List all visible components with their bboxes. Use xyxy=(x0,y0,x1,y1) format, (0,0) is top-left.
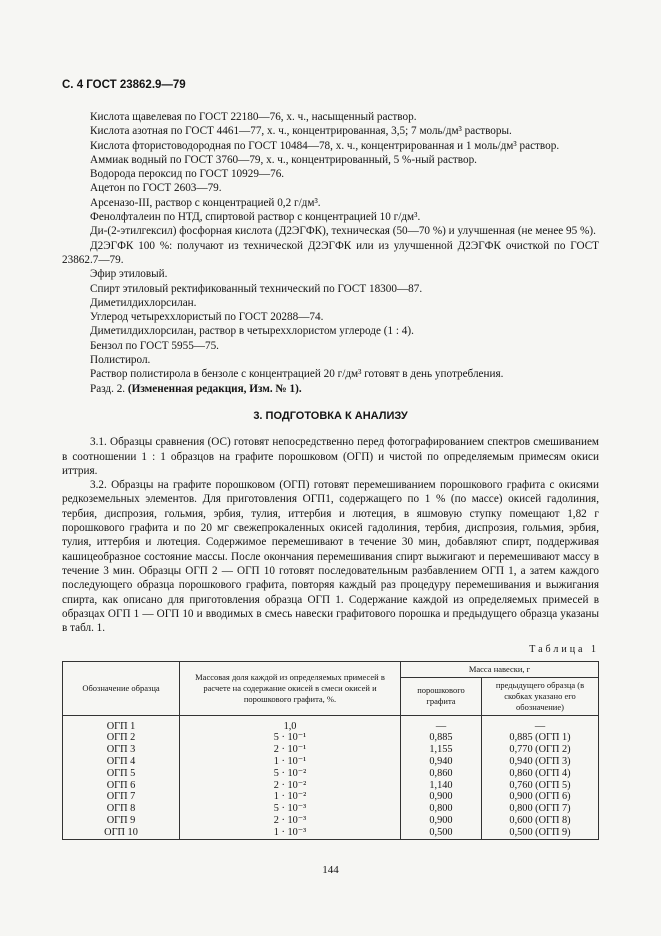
previous-mass-cell: 0,770 (ОГП 2) xyxy=(482,744,599,756)
previous-mass-cell: 0,800 (ОГП 7) xyxy=(482,803,599,815)
fraction-cell: 2 · 10⁻² xyxy=(180,780,401,792)
table-row xyxy=(63,815,599,827)
reagent-line xyxy=(62,224,599,238)
reagent-text: Кислота азотная по ГОСТ 4461—77, х. ч., концентрированная, 3,5; 7 моль/дм³ растворы. xyxy=(90,125,512,138)
col-header-graphite: порошкового графита xyxy=(401,677,482,715)
previous-mass-cell: 0,860 (ОГП 4) xyxy=(482,768,599,780)
fraction-cell: 5 · 10⁻¹ xyxy=(180,732,401,744)
table-row xyxy=(63,791,599,803)
graphite-mass-cell: 0,900 xyxy=(401,815,482,827)
sample-cell: ОГП 1 xyxy=(63,715,180,732)
reagent-line xyxy=(62,239,599,268)
reagent-line xyxy=(62,296,599,310)
fraction-cell: 5 · 10⁻³ xyxy=(180,803,401,815)
graphite-mass-cell: 0,800 xyxy=(401,803,482,815)
table-body xyxy=(63,715,599,839)
table-row xyxy=(63,827,599,839)
reagent-text: Аммиак водный по ГОСТ 3760—79, х. ч., концентрированный, 5 %-ный раствор. xyxy=(90,153,477,166)
previous-mass-cell: 0,760 (ОГП 5) xyxy=(482,780,599,792)
sample-cell: ОГП 10 xyxy=(63,827,180,839)
sample-cell: ОГП 8 xyxy=(63,803,180,815)
previous-mass-cell: 0,900 (ОГП 6) xyxy=(482,791,599,803)
fraction-cell: 1,0 xyxy=(180,715,401,732)
table-row xyxy=(63,768,599,780)
reagent-line xyxy=(62,167,599,181)
document-body xyxy=(62,110,599,840)
reagent-text: Эфир этиловый. xyxy=(90,268,168,281)
table-row xyxy=(63,732,599,744)
sample-cell: ОГП 9 xyxy=(63,815,180,827)
graphite-mass-cell: 1,140 xyxy=(401,780,482,792)
reagent-text: Д2ЭГФК 100 %: получают из технической Д2ЭГФК или из улучшенной Д2ЭГФК очисткой по ГОСТ 23862.7—79. xyxy=(62,239,599,266)
graphite-mass-cell: 0,900 xyxy=(401,791,482,803)
reagent-text: Кислота щавелевая по ГОСТ 22180—76, х. ч., насыщенный раствор. xyxy=(90,111,417,123)
reagent-list xyxy=(62,110,599,396)
reagent-line xyxy=(62,124,599,138)
reagent-line xyxy=(62,210,599,224)
sample-cell: ОГП 4 xyxy=(63,756,180,768)
previous-mass-cell: 0,940 (ОГП 3) xyxy=(482,756,599,768)
graphite-mass-cell: 0,885 xyxy=(401,732,482,744)
reagent-line xyxy=(62,367,599,381)
reagent-line xyxy=(62,153,599,167)
previous-mass-cell: 0,885 (ОГП 1) xyxy=(482,732,599,744)
sample-cell: ОГП 2 xyxy=(63,732,180,744)
reagent-line xyxy=(62,267,599,281)
page-number: 144 xyxy=(322,864,339,876)
reagent-line xyxy=(62,353,599,367)
page-header: С. 4 ГОСТ 23862.9—79 xyxy=(62,79,186,91)
reagent-line xyxy=(62,339,599,353)
amendment-note: (Измененная редакция, Изм. № 1). xyxy=(127,382,302,395)
reagent-line xyxy=(62,181,599,195)
reagent-line xyxy=(62,310,599,324)
reagent-text: Водорода пероксид по ГОСТ 10929—76. xyxy=(90,168,285,181)
reagent-text: Фенолфталеин по НТД, спиртовой раствор с концентрацией 10 г/дм³. xyxy=(90,211,421,224)
table-row xyxy=(63,780,599,792)
table-1 xyxy=(62,661,599,840)
sample-cell: ОГП 7 xyxy=(63,791,180,803)
reagent-line xyxy=(62,382,599,396)
reagent-text: Ди-(2-этилгексил) фосфорная кислота (Д2ЭГФК), техническая (50—70 %) и улучшенная (не менее 95 %). xyxy=(90,225,596,238)
fraction-cell: 1 · 10⁻¹ xyxy=(180,756,401,768)
reagent-text: Ацетон по ГОСТ 2603—79. xyxy=(90,182,222,195)
sample-cell: ОГП 6 xyxy=(63,780,180,792)
reagent-line xyxy=(62,139,599,153)
reagent-text: Арсеназо-III, раствор с концентрацией 0,2 г/дм³. xyxy=(90,196,321,209)
reagent-text: Разд. 2. xyxy=(90,382,126,395)
paragraph-3-2: 3.2. Образцы на графите порошковом (ОГП) готовят перемешиванием порошкового графита с окисями редкоземельных элементов. Для приготовления ОГП1, содержащего по 1 % (по массе) окисей гадолиния, тербия, диспрозия, гольмия, эрбия, тулия, иттербия и лютеция, в яшмовую ступку помещают 1,82 г порошкового графита и по 20 мг свежепрокаленных окисей гадолиния, тербия, диспрозия, гольмия, эрбия, тулия, иттербия и лютеция. Содержимое перемешивают в течение 30 мин, добавляют спирт, поддерживая кашицеобразное состояние массы. После окончания перемешивания спирт выжигают и перемешивают массу в течение 3 мин. Образцы ОГП 2 — ОГП 10 готовят последовательным разбавлением ОГП 1, а затем каждого последующего образца порошкового графита, повторяя каждый раз процедуру перемешивания и выжигания спирта, как описано для приготовления образца ОГП 1. Содержание каждой из определяемых примесей в образцах ОГП 1 — ОГП 10 и вводимых в смесь навески графитового порошка и предыдущего образца указаны в табл. 1. xyxy=(62,479,599,635)
table-row xyxy=(63,744,599,756)
reagent-text: Бензол по ГОСТ 5955—75. xyxy=(90,339,219,352)
reagent-line xyxy=(62,110,599,124)
previous-mass-cell: 0,500 (ОГП 9) xyxy=(482,827,599,839)
reagent-text: Раствор полистирола в бензоле с концентрацией 20 г/дм³ готовят в день употребления. xyxy=(90,368,504,381)
graphite-mass-cell: 0,500 xyxy=(401,827,482,839)
table-row xyxy=(63,756,599,768)
fraction-cell: 1 · 10⁻² xyxy=(180,791,401,803)
fraction-cell: 2 · 10⁻³ xyxy=(180,815,401,827)
table-row xyxy=(63,715,599,732)
col-header-previous: предыдущего образца (в скобках указано его обозначение) xyxy=(482,677,599,715)
graphite-mass-cell: 0,940 xyxy=(401,756,482,768)
sample-cell: ОГП 5 xyxy=(63,768,180,780)
table-caption: Таблица 1 xyxy=(529,644,599,656)
reagent-text: Полистирол. xyxy=(90,354,151,367)
previous-mass-cell: — xyxy=(482,715,599,732)
section-title: 3. ПОДГОТОВКА К АНАЛИЗУ xyxy=(253,409,408,422)
graphite-mass-cell: 1,155 xyxy=(401,744,482,756)
reagent-text: Спирт этиловый ректификованный технический по ГОСТ 18300—87. xyxy=(90,282,423,295)
col-header-mass-fraction: Массовая доля каждой из определяемых примесей в расчете на содержание окисей в смеси окисей и порошкового графита, %. xyxy=(180,661,401,715)
fraction-cell: 5 · 10⁻² xyxy=(180,768,401,780)
reagent-text: Диметилдихлорсилан, раствор в четыреххлористом углероде (1 : 4). xyxy=(90,325,414,338)
graphite-mass-cell: 0,860 xyxy=(401,768,482,780)
previous-mass-cell: 0,600 (ОГП 8) xyxy=(482,815,599,827)
reagent-line xyxy=(62,324,599,338)
col-header-sample: Обозначение образца xyxy=(63,661,180,715)
fraction-cell: 2 · 10⁻¹ xyxy=(180,744,401,756)
reagent-line xyxy=(62,282,599,296)
reagent-text: Диметилдихлорсилан. xyxy=(90,296,197,309)
reagent-text: Кислота фтористоводородная по ГОСТ 10484—78, х. ч., концентрированная и 1 моль/дм³ раствор. xyxy=(90,139,560,152)
col-header-mass: Масса навески, г xyxy=(401,661,599,677)
sample-cell: ОГП 3 xyxy=(63,744,180,756)
paragraph-3-1: 3.1. Образцы сравнения (ОС) готовят непосредственно перед фотографированием спектров смешиванием в соотношении 1 : 1 образцов на графите порошковом (ОГП) и чистой по определяемым примесям окиси иттрия. xyxy=(62,436,599,477)
table-row xyxy=(63,803,599,815)
reagent-line xyxy=(62,196,599,210)
fraction-cell: 1 · 10⁻³ xyxy=(180,827,401,839)
graphite-mass-cell: — xyxy=(401,715,482,732)
reagent-text: Углерод четыреххлористый по ГОСТ 20288—74. xyxy=(90,311,324,324)
